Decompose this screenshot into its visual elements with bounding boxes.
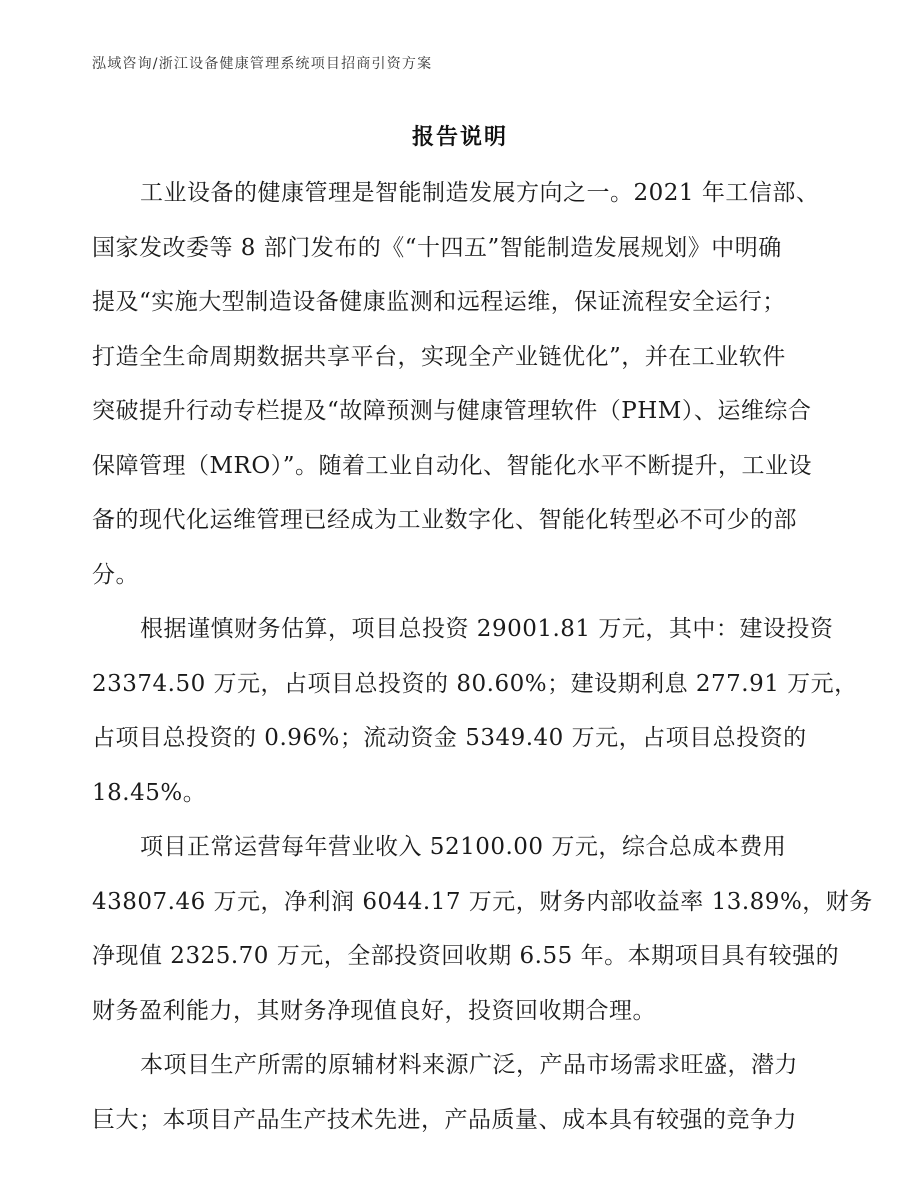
text-line: 净现值 2325.70 万元，全部投资回收期 6.55 年。本期项目具有较强的 [92,943,840,969]
paragraph-financial-returns [92,820,873,1038]
paragraph-industry-background [92,166,832,602]
text-line: 23374.50 万元，占项目总投资的 80.60%；建设期利息 277.91 万元， [92,670,858,697]
page-title: 报告说明 [411,125,508,150]
paragraph-investment-estimate [92,602,858,820]
text-line: 打造全生命周期数据共享平台，实现全产业链优化”，并在工业软件 [92,343,786,370]
text-line: 项目正常运营每年营业收入 52100.00 万元，综合总成本费用 [140,834,787,860]
text-line: 财务盈利能力，其财务净现值良好，投资回收期合理。 [92,997,656,1024]
text-line: 分。 [92,561,139,588]
text-line: 提及“实施大型制造设备健康监测和远程运维，保证流程安全运行； [92,289,786,315]
text-line: 43807.46 万元，净利润 6044.17 万元，财务内部收益率 13.89%，财务 [92,888,873,915]
text-line: 国家发改委等 8 部门发布的《“十四五”智能制造发展规划》中明确 [92,234,782,261]
text-line: 突破提升行动专栏提及“故障预测与健康管理软件（PHM）、运维综合 [92,398,812,424]
text-line: 工业设备的健康管理是智能制造发展方向之一。2021 年工信部、 [140,180,820,206]
text-line: 18.45%。 [92,779,207,806]
text-line: 根据谨慎财务估算，项目总投资 29001.81 万元，其中：建设投资 [140,616,834,642]
document-body [92,166,873,1147]
text-line: 巨大；本项目产品生产技术先进，产品质量、成本具有较强的竞争力 [92,1106,797,1133]
text-line: 本项目生产所需的原辅材料来源广泛，产品市场需求旺盛，潜力 [140,1052,798,1078]
text-line: 占项目总投资的 0.96%；流动资金 5349.40 万元，占项目总投资的 [92,725,807,751]
text-line: 备的现代化运维管理已经成为工业数字化、智能化转型必不可少的部 [92,507,797,533]
running-header: 泓域咨询/浙江设备健康管理系统项目招商引资方案 [92,56,433,72]
text-line: 保障管理（MRO）”。随着工业自动化、智能化水平不断提升，工业设 [92,452,812,479]
paragraph-competitiveness [92,1038,832,1147]
